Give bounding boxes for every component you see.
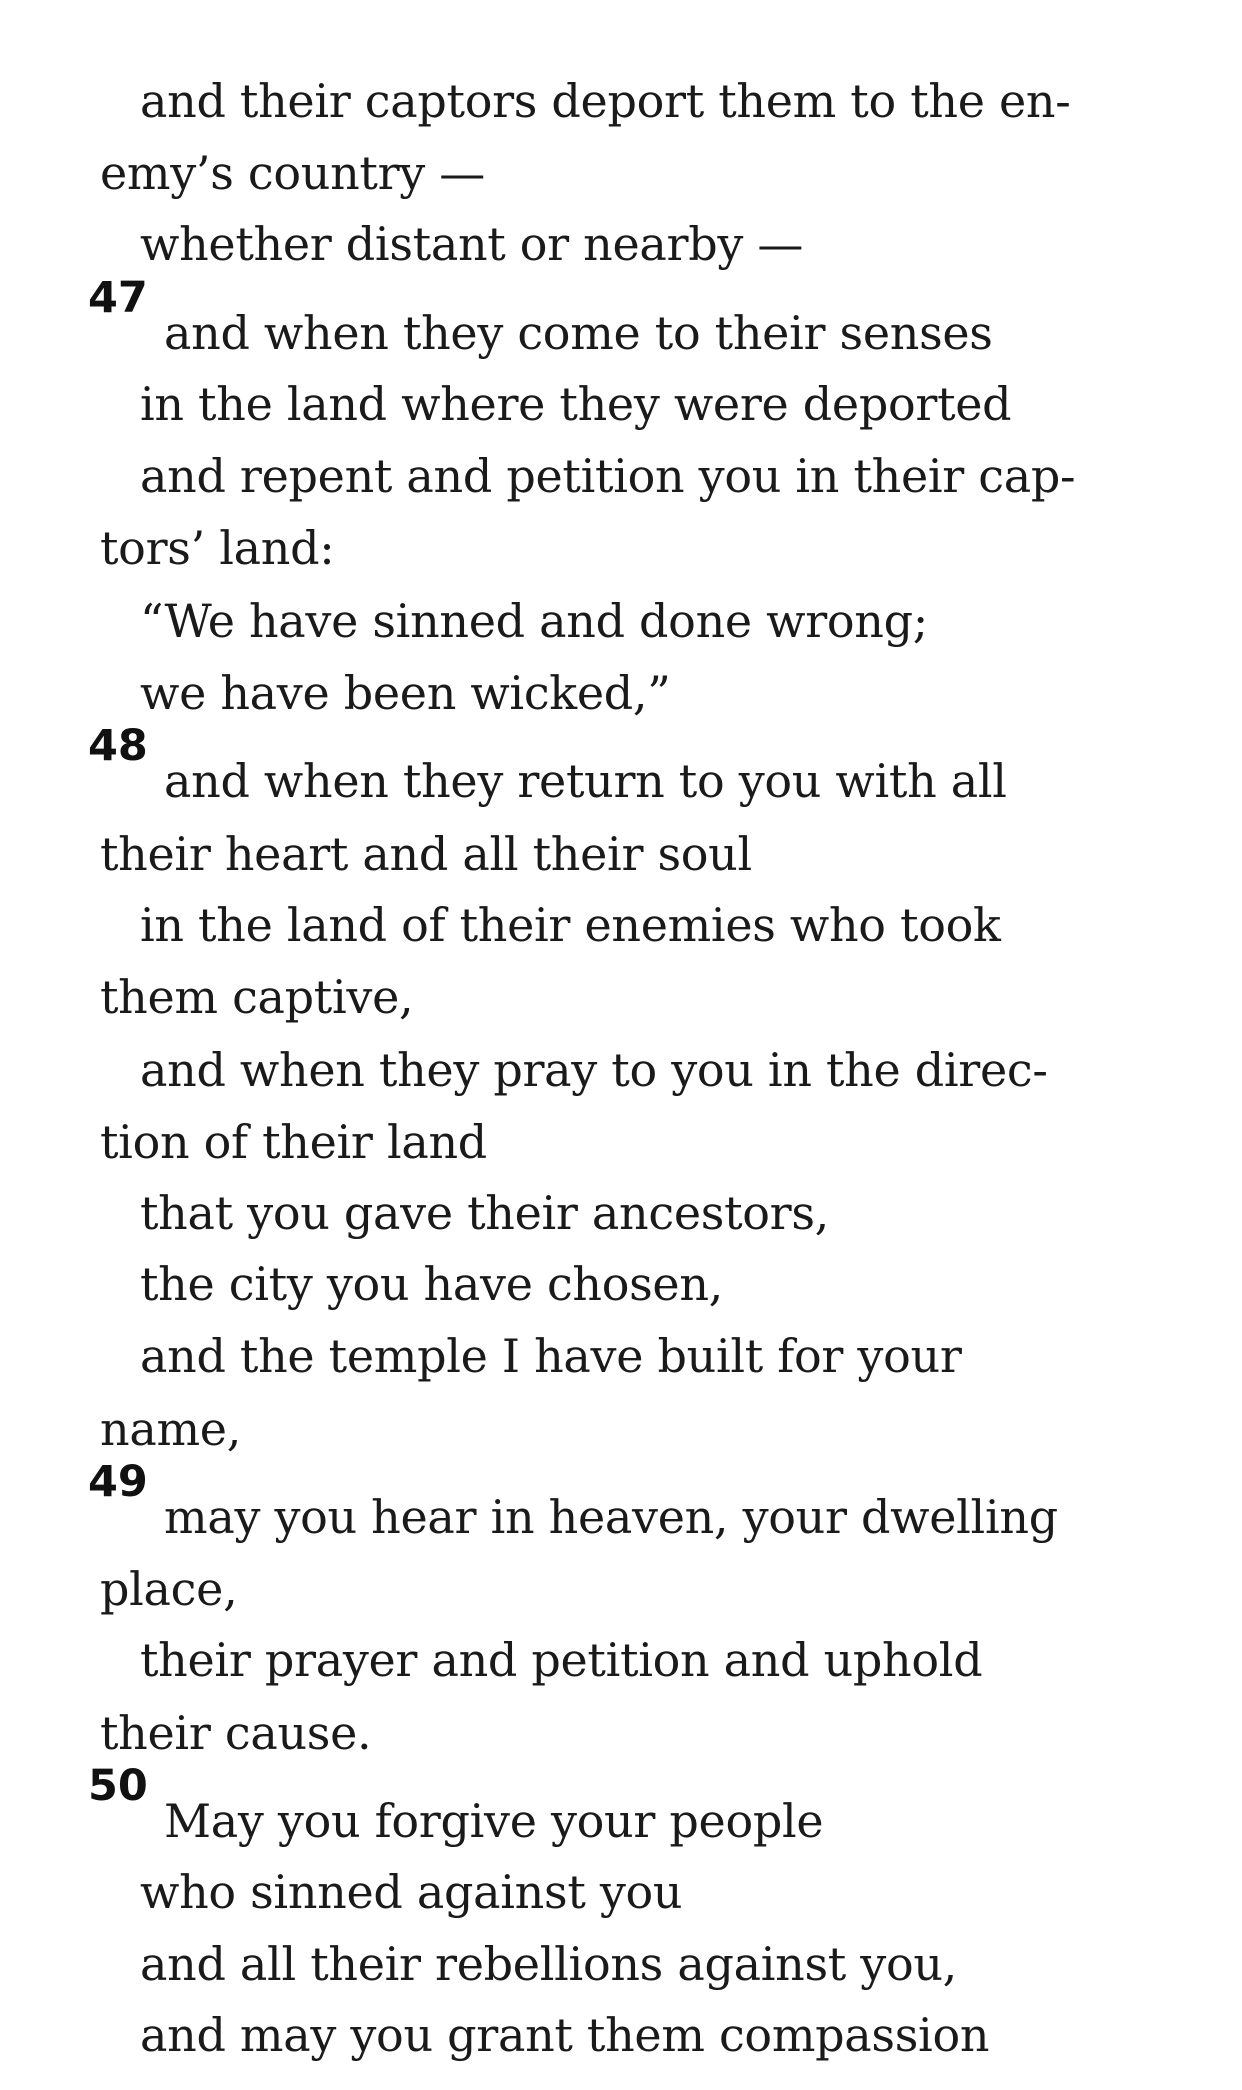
verse-line: their prayer and petition and uphold xyxy=(140,1633,983,1688)
verse-line: their cause. xyxy=(100,1705,372,1760)
verse-number: 48 xyxy=(88,721,148,772)
verse-line: who sinned against you xyxy=(140,1865,683,1920)
verse-line: and may you grant them compassion xyxy=(140,2008,990,2063)
verse-line: and the temple I have built for your xyxy=(140,1329,962,1384)
verse-line: in the land of their enemies who took xyxy=(140,897,1001,952)
verse-line: whether distant or nearby — xyxy=(140,217,804,272)
verse-line: in the land where they were deported xyxy=(140,376,1012,431)
verse-line: and when they return to you with all xyxy=(164,754,1007,809)
verse-line: tors’ land: xyxy=(100,521,335,576)
verse-line: and repent and petition you in their cap- xyxy=(140,449,1076,504)
verse-line: place, xyxy=(100,1562,238,1617)
verse-line: that you gave their ancestors, xyxy=(140,1185,829,1240)
verse-line: and their captors deport them to the en- xyxy=(140,73,1071,128)
verse-line: them captive, xyxy=(100,970,414,1025)
verse-line: tion of their land xyxy=(100,1114,487,1169)
verse-line: name, xyxy=(100,1401,242,1456)
verse-number: 47 xyxy=(88,272,148,323)
verse-line: and when they pray to you in the direc- xyxy=(140,1042,1048,1097)
verse-line: May you forgive your people xyxy=(164,1794,824,1849)
verse-line: emy’s country — xyxy=(100,146,485,201)
verse-number: 50 xyxy=(88,1761,148,1812)
verse-number: 49 xyxy=(88,1457,148,1507)
verse-line: and when they come to their senses xyxy=(164,305,993,360)
verse-line: may you hear in heaven, your dwelling xyxy=(164,1490,1058,1544)
verse-line: the city you have chosen, xyxy=(140,1256,723,1311)
verse-line: their heart and all their soul xyxy=(100,826,752,881)
verse-line: and all their rebellions against you, xyxy=(140,1937,957,1992)
verse-line: “We have sinned and done wrong; xyxy=(140,593,928,648)
verse-line: we have been wicked,” xyxy=(140,666,671,721)
